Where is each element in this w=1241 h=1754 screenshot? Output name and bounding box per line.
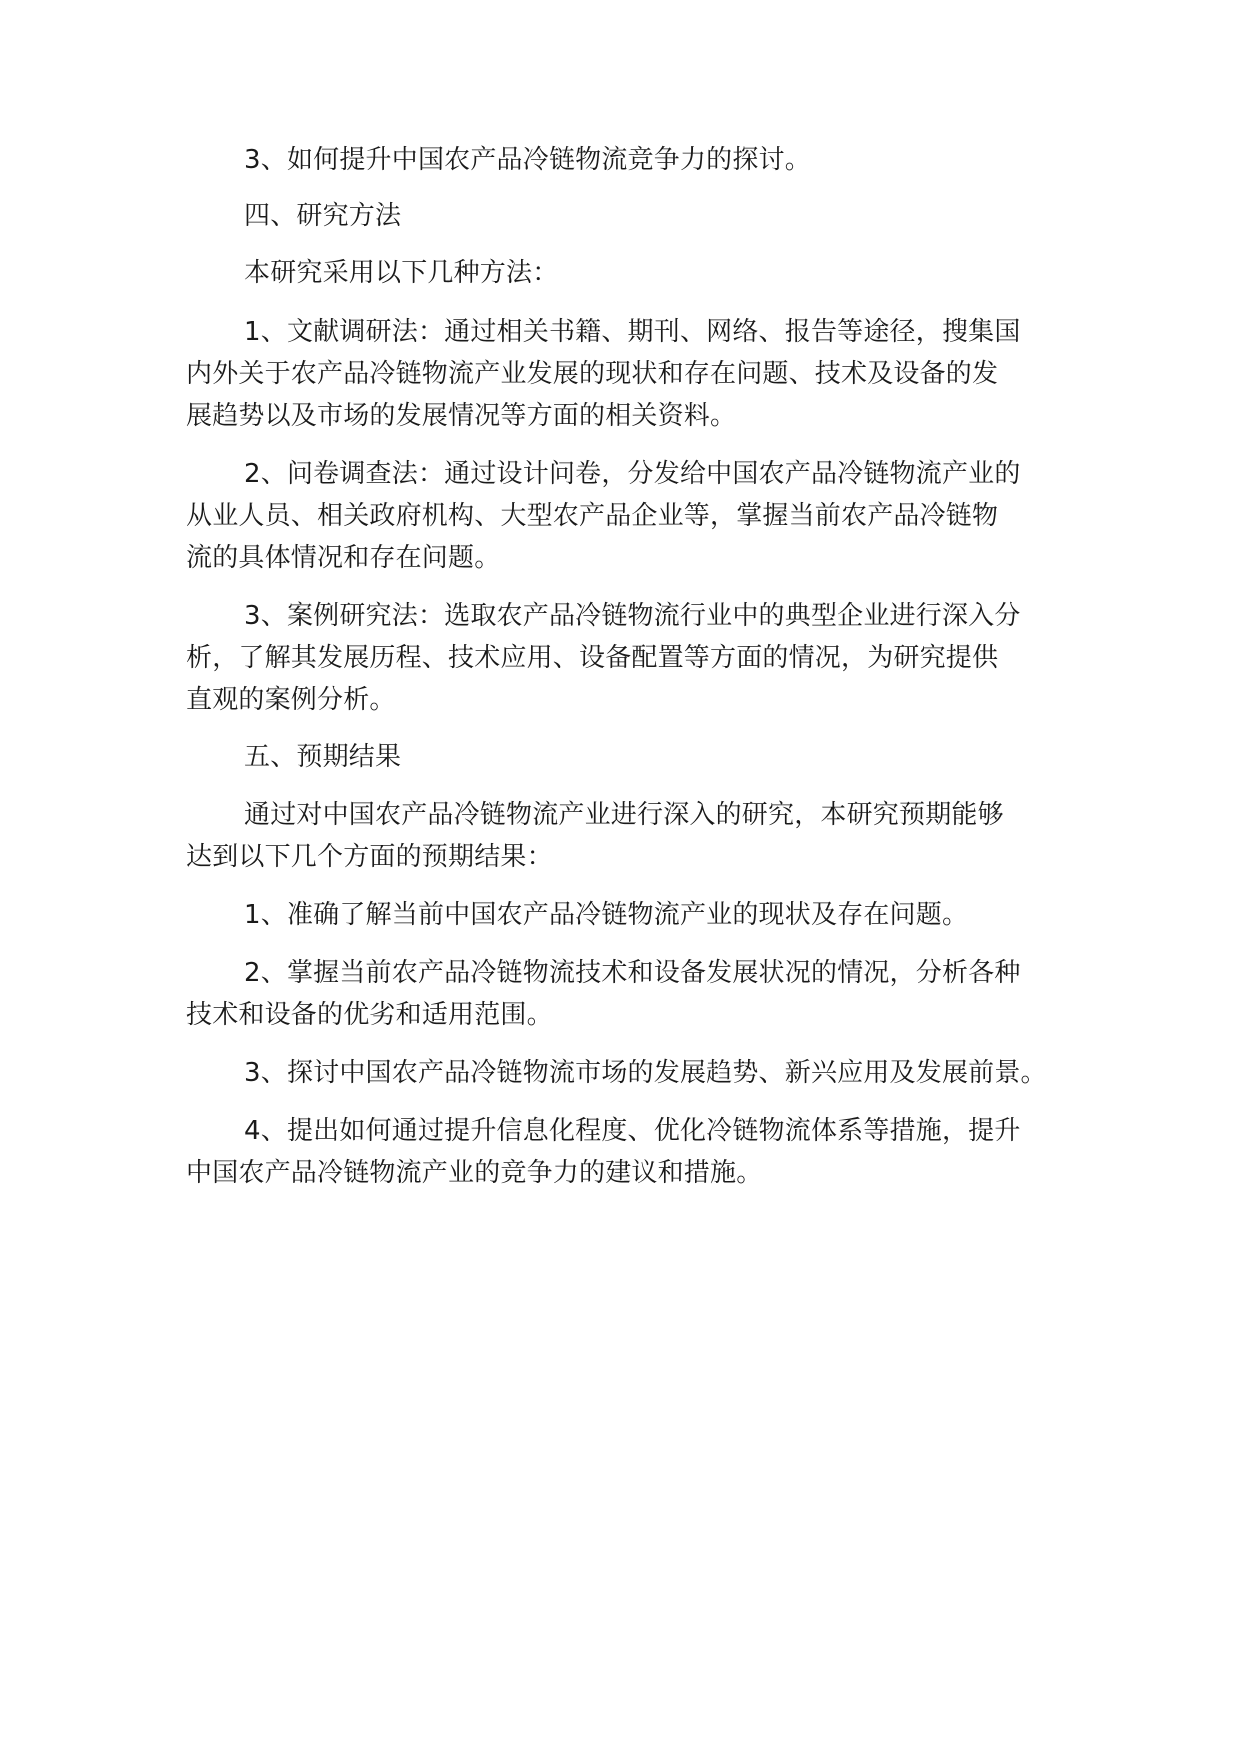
- paragraph-text: 流的具体情况和存在问题。: [186, 543, 501, 573]
- paragraph-text: 本研究采用以下几种方法：: [244, 258, 559, 288]
- paragraph-text: 内外关于农产品冷链物流产业发展的现状和存在问题、技术及设备的发: [186, 359, 999, 389]
- list-item-text: 3、探讨中国农产品冷链物流市场的发展趋势、新兴应用及发展前景。: [244, 1058, 1047, 1088]
- list-item-text: 1、文献调研法：通过相关书籍、期刊、网络、报告等途径，搜集国: [244, 317, 1021, 347]
- section-heading: 五、预期结果: [244, 742, 402, 772]
- paragraph-text: 中国农产品冷链物流产业的竞争力的建议和措施。: [186, 1158, 763, 1188]
- paragraph-text: 通过对中国农产品冷链物流产业进行深入的研究，本研究预期能够: [244, 800, 1004, 830]
- list-item-text: 4、提出如何通过提升信息化程度、优化冷链物流体系等措施，提升: [244, 1116, 1021, 1146]
- paragraph-text: 从业人员、相关政府机构、大型农产品企业等，掌握当前农产品冷链物: [186, 501, 999, 531]
- list-item-text: 2、掌握当前农产品冷链物流技术和设备发展状况的情况，分析各种: [244, 958, 1021, 988]
- list-item-text: 3、如何提升中国农产品冷链物流竞争力的探讨。: [244, 145, 811, 175]
- list-item-text: 2、问卷调查法：通过设计问卷，分发给中国农产品冷链物流产业的: [244, 459, 1021, 489]
- paragraph-text: 析，了解其发展历程、技术应用、设备配置等方面的情况，为研究提供: [186, 643, 999, 673]
- list-item-text: 1、准确了解当前中国农产品冷链物流产业的现状及存在问题。: [244, 900, 969, 930]
- section-heading: 四、研究方法: [244, 201, 402, 231]
- paragraph-text: 直观的案例分析。: [186, 685, 396, 715]
- list-item-text: 3、案例研究法：选取农产品冷链物流行业中的典型企业进行深入分: [244, 601, 1021, 631]
- paragraph-text: 达到以下几个方面的预期结果：: [186, 842, 553, 872]
- paragraph-text: 展趋势以及市场的发展情况等方面的相关资料。: [186, 401, 737, 431]
- paragraph-text: 技术和设备的优劣和适用范围。: [186, 1000, 553, 1030]
